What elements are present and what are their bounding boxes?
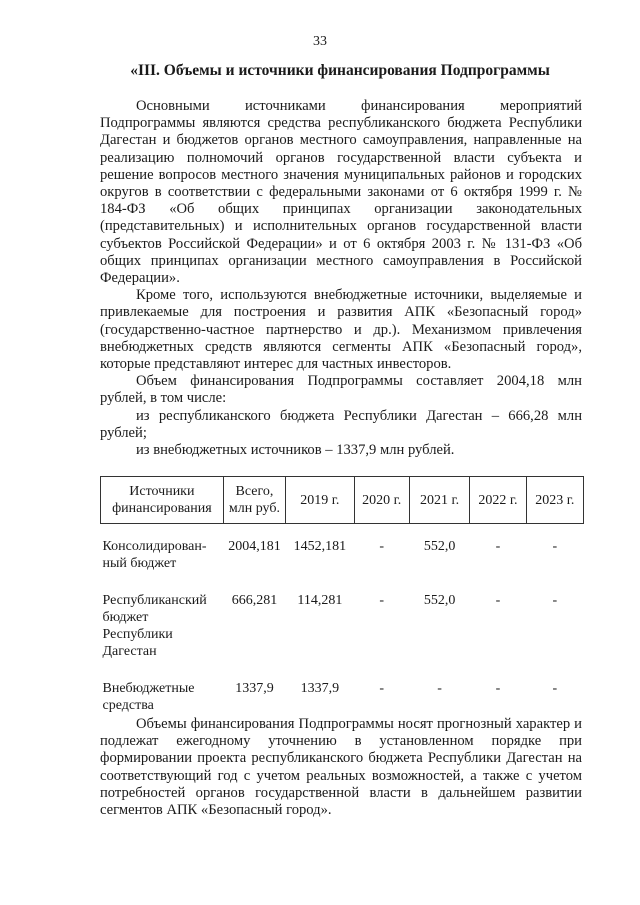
cell-2023: -	[552, 593, 558, 608]
row-label: Республиканский бюджет Республики Дагестан	[102, 593, 207, 659]
paragraph-volume: Объем финансирования Подпрограммы составляет 2004,18 млн рублей, в том числе:	[100, 373, 582, 407]
cell-2019: 1452,181	[293, 539, 347, 554]
header-2023: 2023 г.	[526, 477, 583, 524]
table-header-row	[101, 477, 584, 524]
cell-2020: -	[379, 593, 385, 608]
cell-2022: -	[495, 539, 501, 554]
cell-2021: 552,0	[423, 593, 456, 608]
cell-total: 2004,181	[228, 539, 281, 554]
cell-total: 1337,9	[235, 681, 274, 696]
cell-2021: 552,0	[423, 539, 456, 554]
main-text	[100, 98, 582, 459]
section-title: «III. Объемы и источники финансирования Подпрограммы	[130, 62, 550, 79]
paragraph-republic-budget: из республиканского бюджета Республики Дагестан – 666,28 млн рублей;	[100, 407, 582, 441]
cell-2019: 1337,9	[300, 681, 340, 696]
table-row	[101, 572, 584, 660]
closing-text	[100, 716, 582, 819]
paragraph-closing: Объемы финансирования Подпрограммы носят прогнозный характер и подлежат ежегодному уточнению в установленном порядке при формировании проекта республиканского бюджета Республики Дагестан на соответствующий год с учетом реальных возможностей, а также с учетом потребностей органов государственной власти в дальнейшем развитии сегментов АПК «Безопасный город».	[100, 716, 582, 819]
header-2021: 2021 г.	[409, 477, 469, 524]
paragraph-extrabudget: Кроме того, используются внебюджетные источники, выделяемые и привлекаемые для построения и развития АПК «Безопасный город» (государственно-частное партнерство и др.). Механизмом привлечения внебюджетных средств являются сегменты АПК «Безопасный город», которые представляют интерес для частных инвесторов.	[100, 287, 582, 373]
paragraph-extrabudget-volume: из внебюджетных источников – 1337,9 млн рублей.	[136, 442, 455, 459]
header-sources: Источники финансирования	[101, 477, 224, 524]
header-2020: 2020 г.	[354, 477, 409, 524]
header-total: Всего, млн руб.	[223, 477, 285, 524]
paragraph-sources: Основными источниками финансирования мероприятий Подпрограммы являются средства республиканского бюджета Республики Дагестан и бюджетов органов местного самоуправления, направленные на реализацию полномочий органов государственной власти субъекта и решение вопросов местного значения муниципальных районов и городских округов в соответствии с федеральными законами от 6 октября 1999 г. № 184-ФЗ «Об общих принципах организации законодательных (представительных) и исполнительных органов государственной власти субъектов Российской Федерации» и от 6 октября 2003 г. № 131-ФЗ «Об общих принципах организации местного самоуправления в Российской Федерации».	[100, 98, 582, 287]
header-2022: 2022 г.	[470, 477, 526, 524]
cell-2019: 114,281	[297, 593, 343, 608]
page-number: 33	[313, 34, 327, 49]
table-row	[101, 660, 584, 714]
row-label: Консолидирован-ный бюджет	[102, 539, 207, 571]
cell-2021: -	[437, 681, 442, 696]
cell-2023: -	[552, 539, 558, 554]
cell-2023: -	[552, 681, 558, 696]
cell-total: 666,281	[231, 593, 278, 608]
cell-2022: -	[495, 681, 501, 696]
row-label: Внебюджетные средства	[102, 681, 195, 713]
cell-2020: -	[379, 539, 385, 554]
cell-2020: -	[379, 681, 385, 696]
funding-table	[100, 476, 584, 714]
table-row	[101, 524, 584, 573]
cell-2022: -	[495, 593, 501, 608]
header-2019: 2019 г.	[286, 477, 354, 524]
